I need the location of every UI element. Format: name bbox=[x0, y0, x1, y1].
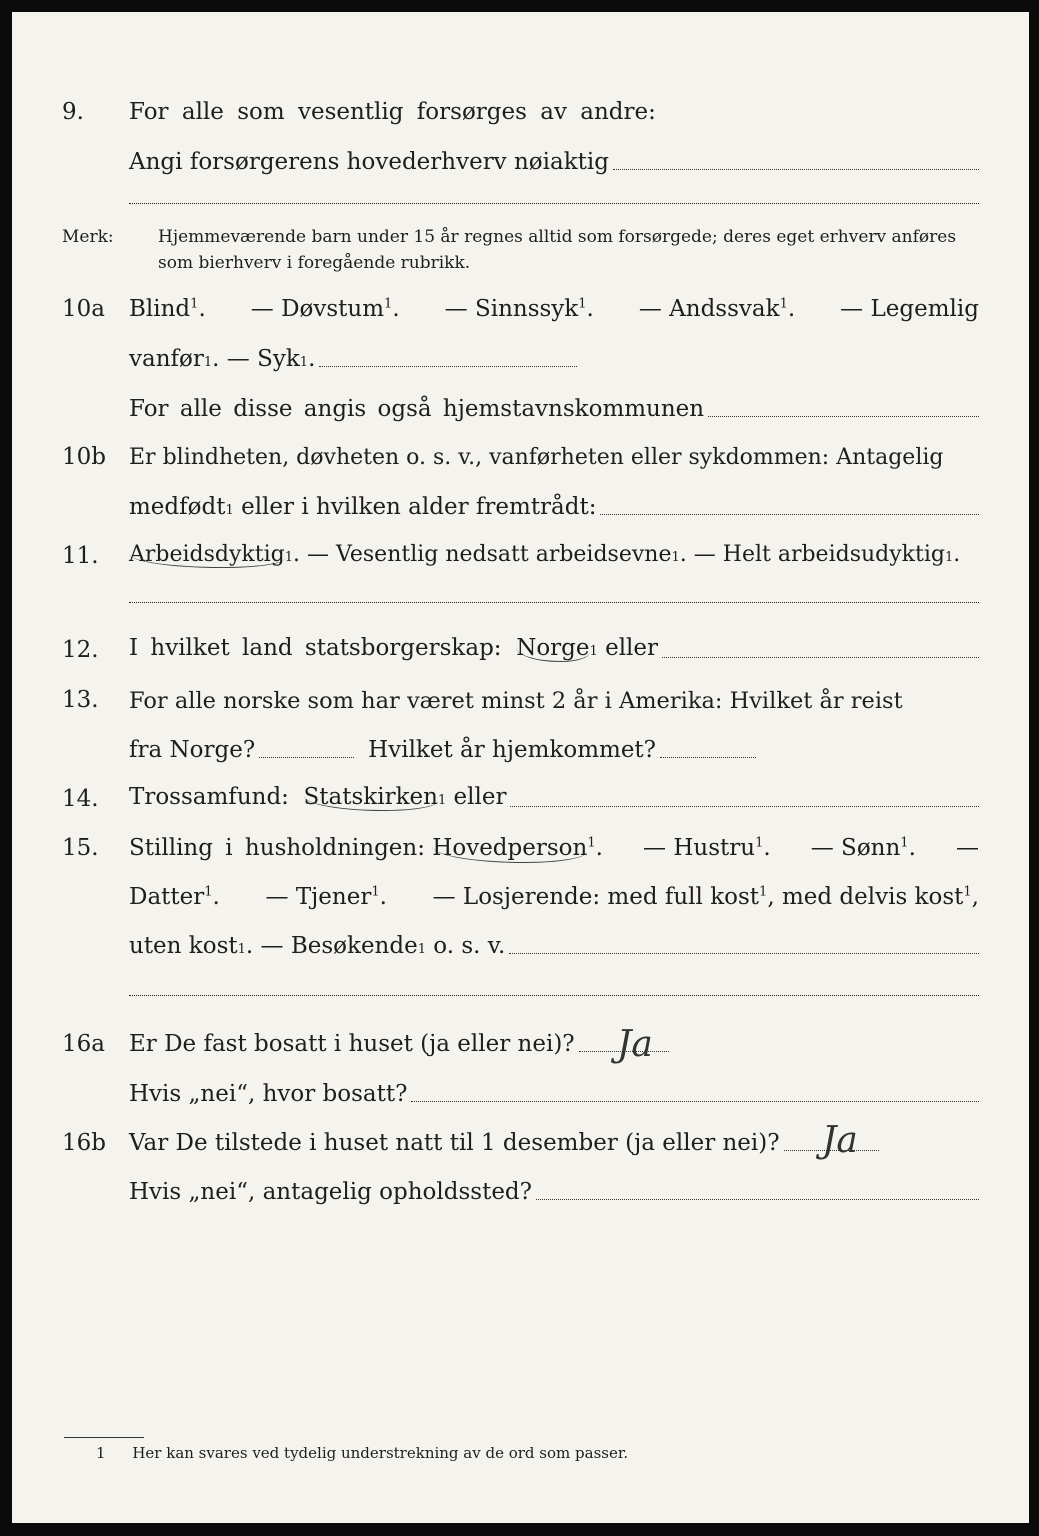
q15-besokende: — Besøkende bbox=[260, 933, 418, 959]
q11-nedsatt: — Vesentlig nedsatt arbeidsevne bbox=[307, 542, 672, 567]
q16a-line-2: Hvis „nei“, hvor bosatt? bbox=[129, 1081, 408, 1107]
footnote-text: Her kan svares ved tydelig understrekning av de ord som passer. bbox=[132, 1444, 629, 1462]
q11-arbeidsdyktig: Arbeidsdyktig bbox=[129, 542, 285, 567]
q15-row-3: uten kost 1 . — Besøkende 1 o. s. v. bbox=[12, 924, 1029, 964]
q16a-row-1 bbox=[12, 1022, 1029, 1062]
q10b-alder: eller i hvilken alder fremtrådt: bbox=[241, 494, 597, 520]
q13-reist: fra Norge? bbox=[129, 737, 256, 763]
q16b-handwritten-answer: Ja bbox=[822, 1120, 858, 1161]
q9-row-1 bbox=[12, 90, 1029, 130]
q14-label: Trossamfund: bbox=[129, 784, 289, 810]
q15-datter: Datter bbox=[129, 884, 205, 910]
q11-row: 11. Arbeidsdyktig 1 . — Vesentlig nedsatt arbeidsevne 1 . — Helt arbeidsudyktig 1 . bbox=[62, 542, 961, 569]
q10b-line-1: Er blindheten, døvheten o. s. v., vanførheten eller sykdommen: Antagelig bbox=[129, 445, 944, 470]
q10b-answer-field[interactable] bbox=[600, 514, 979, 515]
q12-eller: eller bbox=[605, 635, 659, 661]
q15-delvis-kost: , med delvis kost bbox=[767, 884, 964, 910]
q12-number: 12. bbox=[62, 637, 99, 663]
census-form-page bbox=[12, 12, 1029, 1523]
q11-extra-line bbox=[129, 602, 979, 603]
q10a-vanfor: vanfør bbox=[129, 346, 204, 372]
q15-hustru: — Hustru bbox=[643, 835, 756, 861]
q15-osv: o. s. v. bbox=[433, 933, 506, 959]
q10a-row-2: vanfør 1 . — Syk 1 . bbox=[12, 337, 1029, 377]
footnote-rule bbox=[64, 1437, 144, 1438]
q10b-row-2: medfødt 1 eller i hvilken alder fremtrådt: bbox=[12, 485, 1029, 525]
q15-sonn: — Sønn bbox=[810, 835, 901, 861]
q15-label: Stilling i husholdningen: bbox=[129, 835, 425, 861]
q10a-syk: — Syk bbox=[226, 346, 300, 372]
q16b-opholdssted-field[interactable] bbox=[536, 1199, 979, 1200]
q16b-row-1 bbox=[12, 1121, 1029, 1161]
q15-row-1: 15. Stilling i husholdningen: Hovedperson$^1$. — Hustru$^1$. — Sønn$^1$. — bbox=[62, 835, 979, 861]
q10a-dovstum: — Døvstum bbox=[250, 296, 385, 322]
q14-eller: eller bbox=[453, 784, 507, 810]
q9-extra-line bbox=[129, 203, 979, 204]
q14-answer-field[interactable] bbox=[510, 806, 979, 807]
q15-uten-kost: uten kost bbox=[129, 933, 238, 959]
q15-dash: — bbox=[955, 835, 979, 861]
q11-udyktig: — Helt arbeidsudyktig bbox=[693, 542, 945, 567]
q15-extra-line bbox=[129, 995, 979, 996]
q10b-medfodt: medfødt bbox=[129, 494, 226, 520]
q10a-legemlig: — Legemlig bbox=[840, 296, 979, 322]
q10b-row-1 bbox=[12, 435, 1029, 475]
q14-answer-statskirken: Statskirken bbox=[303, 784, 438, 810]
q15-full-kost: — Losjerende: med full kost bbox=[432, 884, 760, 910]
q11-number: 11. bbox=[62, 543, 99, 569]
q16b-row-2 bbox=[12, 1170, 1029, 1210]
q12-row: 12. I hvilket land statsborgerskap: Norge 1 eller bbox=[12, 628, 1029, 668]
q13-row-1 bbox=[12, 678, 1029, 718]
q10a-row-1: 10a Blind$^1$. — Døvstum$^1$. — Sinnssyk$^1$. — Andssvak$^1$. — Legemlig bbox=[62, 296, 979, 322]
q12-answer-field[interactable] bbox=[662, 657, 979, 658]
q14-number: 14. bbox=[62, 786, 99, 812]
q9-line-2: Angi forsørgerens hovederhverv nøiaktig bbox=[129, 149, 609, 175]
q13-number: 13. bbox=[62, 687, 99, 713]
footnote-mark: 1 bbox=[96, 1444, 106, 1462]
footnote bbox=[96, 1444, 628, 1462]
q12-label: I hvilket land statsborgerskap: bbox=[129, 635, 502, 661]
q12-answer-norge: Norge bbox=[516, 635, 590, 661]
q13-hjemkommet: Hvilket år hjemkommet? bbox=[368, 737, 657, 763]
q10a-row-3 bbox=[12, 387, 1029, 427]
q13-reist-field[interactable] bbox=[259, 757, 354, 758]
q16a-bosatt-field[interactable] bbox=[411, 1101, 979, 1102]
q16b-line-1: Var De tilstede i huset natt til 1 desember (ja eller nei)? bbox=[129, 1130, 780, 1156]
q15-answer-hovedperson: Hovedperson bbox=[432, 835, 588, 861]
q16a-number: 16a bbox=[62, 1031, 105, 1057]
q16b-number: 16b bbox=[62, 1130, 106, 1156]
q16a-row-2 bbox=[12, 1072, 1029, 1112]
merk-text: Hjemmeværende barn under 15 år regnes alltid som forsørgede; deres eget erhverv anføres som bierhverv i foregående rubrikk. bbox=[158, 227, 957, 273]
q10a-syk-field[interactable] bbox=[319, 366, 577, 367]
q15-answer-field[interactable] bbox=[509, 953, 979, 954]
q10a-blind: Blind bbox=[129, 296, 191, 322]
q14-row: 14. Trossamfund: Statskirken 1 eller bbox=[12, 777, 1029, 817]
q16a-line-1: Er De fast bosatt i huset (ja eller nei)? bbox=[129, 1031, 575, 1057]
q10a-andssvak: — Andssvak bbox=[638, 296, 780, 322]
q9-answer-field[interactable] bbox=[613, 169, 979, 170]
q9-line-1: For alle som vesentlig forsørges av andre: bbox=[129, 99, 656, 125]
q13-row-2 bbox=[12, 728, 1029, 768]
merk-label: Merk: bbox=[62, 227, 114, 247]
q15-number: 15. bbox=[62, 835, 99, 861]
q10a-line-3: For alle disse angis også hjemstavnskommunen bbox=[129, 396, 705, 422]
q10a-hjemstavn-field[interactable] bbox=[708, 416, 979, 417]
q13-line-1: For alle norske som har været minst 2 år i Amerika: Hvilket år reist bbox=[129, 687, 903, 714]
q10b-number: 10b bbox=[62, 444, 106, 470]
q13-hjemkommet-field[interactable] bbox=[660, 757, 756, 758]
q16a-handwritten-answer: Ja bbox=[617, 1024, 653, 1065]
q15-row-2: Datter$^1$. — Tjener$^1$. — Losjerende: med full kost$^1$, med delvis kost$^1$, bbox=[129, 884, 979, 910]
q9-number: 9. bbox=[62, 99, 84, 125]
q9-row-2 bbox=[12, 140, 1029, 180]
q10a-number: 10a bbox=[62, 296, 105, 322]
q15-tjener: — Tjener bbox=[265, 884, 372, 910]
q10a-sinnssyk: — Sinnssyk bbox=[444, 296, 579, 322]
q16b-line-2: Hvis „nei“, antagelig opholdssted? bbox=[129, 1179, 532, 1205]
